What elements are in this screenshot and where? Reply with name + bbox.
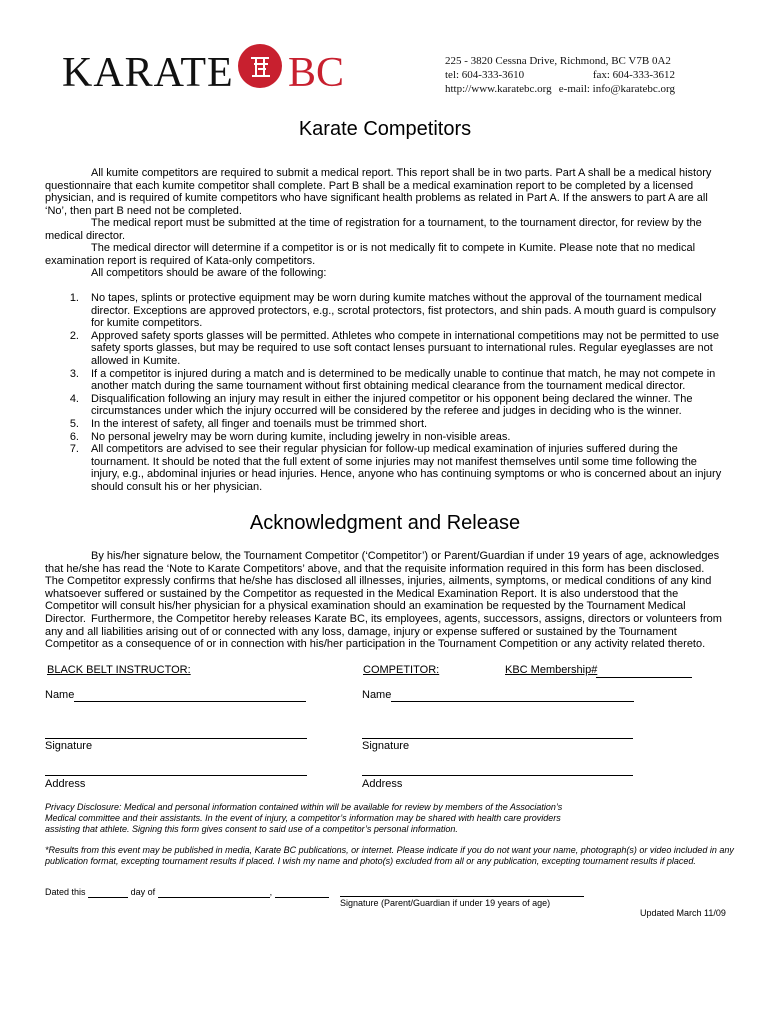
section-title-release: Acknowledgment and Release bbox=[249, 512, 521, 534]
guardian-signature-field[interactable] bbox=[340, 896, 584, 897]
instructor-signature-label: Signature bbox=[45, 740, 93, 752]
rule-text: Disqualification following an injury may result in either the injured competitor or his opponent being declared the winner. The circumstances under which the injury occurred will be considered by the referee and judges in deciding who is the winner. bbox=[91, 392, 693, 418]
medical-director-note bbox=[45, 242, 725, 267]
rule-number: 7. bbox=[69, 443, 79, 456]
instructor-address-label: Address bbox=[45, 778, 86, 790]
day-field[interactable] bbox=[88, 897, 128, 898]
seal-glyph-icon bbox=[238, 44, 282, 88]
release-text: Furthermore, the Competitor hereby releases Karate BC, its employees, agents, successors, assigns, directors or volunteers from any and all liabilities arising out of or connected with any loss, damage, injury or expense suffered or sustained by the Tournament Competitor as a consequence of or in connection with his/her participation in the Tournament Competition or any activity related thereto. bbox=[45, 613, 722, 651]
rule-item bbox=[45, 368, 725, 393]
rule-item bbox=[45, 418, 725, 431]
kbc-membership-field[interactable] bbox=[596, 677, 692, 678]
awareness-note bbox=[45, 267, 725, 280]
competitor-address-field[interactable] bbox=[362, 775, 633, 776]
day-of-label: day of bbox=[130, 887, 156, 897]
instructor-name-field[interactable] bbox=[74, 701, 306, 702]
address-line: 225 - 3820 Cessna Drive, Richmond, BC V7B 0A2 bbox=[445, 55, 671, 67]
paragraph-3: The medical director will determine if a competitor is or is not medically fit to compete in Kumite. Please note that no medical examination report is required of Kata-only competitors. bbox=[45, 242, 696, 267]
comma-text: , bbox=[269, 887, 273, 897]
rule-number: 1. bbox=[69, 292, 79, 304]
rule-text: If a competitor is injured during a match and is determined to be medically unable to continue that match, he may not compete in another match during the same tournament without first obtaining medical clearance from the tournament medical director. bbox=[91, 367, 716, 393]
updated-date: Updated March 11/09 bbox=[640, 908, 726, 918]
competitor-signature-field[interactable] bbox=[362, 738, 633, 739]
instructor-address-field[interactable] bbox=[45, 775, 307, 776]
rule-text: Approved safety sports glasses will be permitted. Athletes who compete in international competitions may not be permitted to use safety sports glasses, but may be required to use soft contact lenses pursuant to international rules. Regular eyeglasses are not allowed in Kumite. bbox=[91, 329, 719, 367]
paragraph-4: All competitors should be aware of the following: bbox=[91, 267, 327, 279]
guardian-signature-label: Signature (Parent/Guardian if under 19 years of age) bbox=[340, 898, 551, 908]
rule-number: 6. bbox=[69, 430, 79, 443]
rule-item bbox=[45, 443, 725, 493]
competition-rules-list bbox=[45, 292, 725, 494]
media-disclosure: *Results from this event may be published in media, Karate BC publications, or internet. Please indicate if you do not want your name, photograph(s) or video included in any publication format, excepting tournament results if placed. I wish my name and photo(s) excluded from all or any publication, excepting tournament results if placed. bbox=[45, 845, 734, 866]
section-title-competitors: Karate Competitors bbox=[298, 118, 472, 140]
rule-number: 4. bbox=[69, 392, 79, 405]
rule-number: 5. bbox=[69, 417, 79, 430]
rule-text: No tapes, splints or protective equipment may be worn during kumite matches without the approval of the tournament medical director. Exceptions are approved protectors, e.g., scrotal protectors, fist protectors, and shin pads. A mouth guard is compulsory for kumite competitors. bbox=[91, 292, 716, 330]
kbc-membership-label: KBC Membership# bbox=[505, 664, 598, 676]
ack-text: By his/her signature below, the Tournament Competitor (‘Competitor’) or Parent/Guardian if under 19 years of age, acknowledges that he/she has read the ‘Note to Karate Competitors’ above, and that the requisite information required in this form has been disclosed. The Competitor expressly confirms that he/she has disclosed all illnesses, injuries, ailments, symptoms, or medical conditions of any kind whatsoever suffered or sustained by the Competitor as requested in the Medical Examination Report. It is also understood that the Competitor will consult his/her physician for a physical examination should an examination be requested by the Tournament Medical Director. bbox=[45, 550, 720, 625]
logo-bc: BC bbox=[288, 50, 345, 96]
email-link[interactable]: e-mail: info@karatebc.org bbox=[558, 83, 675, 95]
rule-item bbox=[45, 393, 725, 418]
release-paragraph bbox=[45, 613, 725, 651]
date-row bbox=[45, 887, 329, 898]
rule-number: 3. bbox=[69, 367, 79, 380]
karate-seal-icon bbox=[238, 44, 282, 88]
privacy-disclosure: Privacy Disclosure: Medical and personal information contained within will be available for review by members of the Association’s Medical committee and their assistants. In the event of injury, a competitor’s information may be shared with health care providers assisting that athlete. Signing this form gives consent to said use of a competitor’s personal information. bbox=[45, 802, 563, 834]
competitor-heading: COMPETITOR: bbox=[363, 664, 440, 676]
rule-item bbox=[45, 431, 725, 444]
competitor-address-label: Address bbox=[362, 778, 403, 790]
fax-text: fax: 604-333-3612 bbox=[592, 69, 675, 81]
rule-item bbox=[45, 330, 725, 368]
instructor-signature-field[interactable] bbox=[45, 738, 307, 739]
website-link[interactable]: http://www.karatebc.org bbox=[445, 83, 552, 95]
logo-word: KARATE bbox=[62, 50, 234, 96]
instructor-heading: BLACK BELT INSTRUCTOR: bbox=[47, 664, 191, 676]
medical-report-intro bbox=[45, 167, 725, 217]
instructor-name-label: Name bbox=[45, 689, 75, 701]
paragraph-1: All kumite competitors are required to submit a medical report. This report shall be in two parts. Part A shall be a medical history questionnaire that each kumite competitor shall complete. Part B shall be a medical examination report to be completed by a licensed physician, and is required of kumite competitors who have significant health problems as related in Part A. If the answers to part A are all ‘No’, then part B need not be completed. bbox=[45, 167, 712, 217]
competitor-name-label: Name bbox=[362, 689, 392, 701]
rule-item bbox=[45, 292, 725, 330]
rule-text: No personal jewelry may be worn during kumite, including jewelry in non-visible areas. bbox=[91, 430, 511, 443]
rule-number: 2. bbox=[69, 329, 79, 342]
dated-this-label: Dated this bbox=[45, 887, 86, 897]
month-field[interactable] bbox=[158, 897, 270, 898]
competitor-signature-label: Signature bbox=[362, 740, 410, 752]
rule-text: All competitors are advised to see their regular physician for follow-up medical examination of injuries suffered during the tournament. It should be noted that the full extent of some injuries may not manifest themselves until some time following the injury, e.g., abdominal injuries or head injuries. Hence, anyone who has continuing symptoms or who is concerned about an injury should consult his or her physician. bbox=[91, 443, 722, 493]
phone-row bbox=[445, 68, 675, 82]
address-block bbox=[445, 54, 675, 96]
paragraph-2: The medical report must be submitted at the time of registration for a tournament, to the tournament director, for review by the medical director. bbox=[45, 217, 702, 242]
web-row bbox=[445, 82, 675, 96]
year-field[interactable] bbox=[275, 897, 329, 898]
competitor-name-field[interactable] bbox=[391, 701, 634, 702]
tel-text: tel: 604-333-3610 bbox=[445, 69, 525, 81]
rule-text: In the interest of safety, all finger and toenails must be trimmed short. bbox=[91, 417, 428, 430]
medical-report-submission bbox=[45, 217, 725, 242]
